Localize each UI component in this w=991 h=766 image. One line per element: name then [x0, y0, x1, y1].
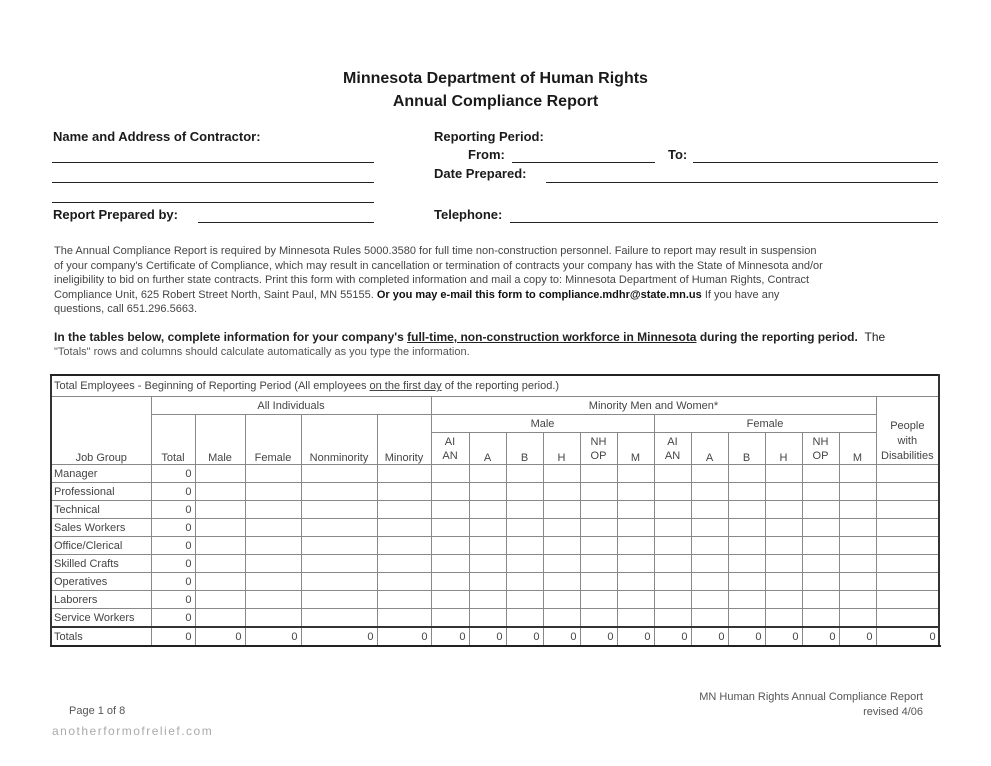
entry-cell[interactable]	[377, 465, 431, 483]
entry-cell[interactable]	[876, 555, 939, 573]
entry-cell[interactable]	[506, 591, 543, 609]
entry-cell[interactable]	[876, 591, 939, 609]
total-cell: 0	[802, 627, 839, 646]
prepared-by-label: Report Prepared by:	[53, 207, 178, 222]
entry-cell[interactable]	[301, 501, 377, 519]
entry-cell[interactable]	[195, 483, 245, 501]
col-female-m: M	[839, 433, 876, 465]
instructions-line-2: of your company's Certificate of Compliance, which may result in cancellation or termination of contracts your company has with the State of Minnesota and/or	[54, 259, 823, 272]
row-total-cell: 0	[151, 519, 195, 537]
entry-cell[interactable]	[377, 537, 431, 555]
contractor-line-1[interactable]	[52, 162, 374, 163]
footer-revised: revised 4/06	[863, 706, 923, 718]
entry-cell[interactable]	[469, 537, 506, 555]
date-prepared-field[interactable]	[546, 182, 938, 183]
instructions-paragraph	[54, 244, 823, 317]
entry-cell[interactable]	[431, 483, 469, 501]
table-row	[51, 591, 939, 609]
entry-cell[interactable]	[728, 573, 765, 591]
tables-note-d: The	[864, 330, 886, 344]
entry-cell[interactable]	[543, 537, 580, 555]
instructions-line-3: ineligibility to bid on further state contracts. Print this form with completed information and mail a copy to: Minnesota Department of Human Rights, Contract	[54, 274, 810, 286]
entry-cell[interactable]	[839, 519, 876, 537]
entry-cell[interactable]	[691, 537, 728, 555]
col-male-aian: AI AN	[431, 433, 469, 465]
entry-cell[interactable]	[839, 465, 876, 483]
entry-cell[interactable]	[469, 555, 506, 573]
col-total: Total	[151, 415, 195, 465]
entry-cell[interactable]	[377, 483, 431, 501]
entry-cell[interactable]	[506, 573, 543, 591]
prepared-by-field[interactable]	[198, 222, 374, 223]
entry-cell[interactable]	[506, 483, 543, 501]
entry-cell[interactable]	[876, 573, 939, 591]
table-row	[51, 501, 939, 519]
job-group-label: Operatives	[51, 573, 151, 591]
col-male: Male	[195, 415, 245, 465]
entry-cell[interactable]	[543, 519, 580, 537]
entry-cell[interactable]	[543, 591, 580, 609]
entry-cell[interactable]	[839, 555, 876, 573]
entry-cell[interactable]	[301, 591, 377, 609]
entry-cell[interactable]	[580, 519, 617, 537]
entry-cell[interactable]	[839, 483, 876, 501]
group-minority: Minority Men and Women*	[431, 397, 876, 415]
entry-cell[interactable]	[245, 519, 301, 537]
entry-cell[interactable]	[543, 555, 580, 573]
col-minority: Minority	[377, 415, 431, 465]
entry-cell[interactable]	[301, 465, 377, 483]
entry-cell[interactable]	[543, 609, 580, 628]
entry-cell[interactable]	[728, 501, 765, 519]
entry-cell[interactable]	[301, 573, 377, 591]
entry-cell[interactable]	[431, 519, 469, 537]
entry-cell[interactable]	[469, 465, 506, 483]
telephone-label: Telephone:	[434, 207, 503, 222]
table-row	[51, 519, 939, 537]
entry-cell[interactable]	[195, 555, 245, 573]
row-total-cell: 0	[151, 465, 195, 483]
entry-cell[interactable]	[245, 501, 301, 519]
from-label: From:	[468, 147, 505, 162]
entry-cell[interactable]	[377, 555, 431, 573]
entry-cell[interactable]	[377, 609, 431, 628]
total-cell: 0	[617, 627, 654, 646]
entry-cell[interactable]	[802, 483, 839, 501]
job-group-label: Technical	[51, 501, 151, 519]
entry-cell[interactable]	[876, 483, 939, 501]
entry-cell[interactable]	[469, 591, 506, 609]
entry-cell[interactable]	[580, 609, 617, 628]
entry-cell[interactable]	[580, 555, 617, 573]
entry-cell[interactable]	[301, 555, 377, 573]
tables-note	[54, 330, 885, 360]
table-row	[51, 609, 939, 628]
tables-note-line-2: "Totals" rows and columns should calculate automatically as you type the information.	[54, 346, 470, 358]
entry-cell[interactable]	[377, 591, 431, 609]
entry-cell[interactable]	[617, 501, 654, 519]
page-title: Minnesota Department of Human Rights	[343, 70, 648, 87]
telephone-field[interactable]	[510, 222, 938, 223]
entry-cell[interactable]	[802, 573, 839, 591]
table-caption: Total Employees - Beginning of Reporting Period (All employees on the first day of the reporting period.)	[51, 375, 939, 397]
job-group-label: Manager	[51, 465, 151, 483]
col-male-a: A	[469, 433, 506, 465]
group-male: Male	[431, 415, 654, 433]
total-cell: 0	[839, 627, 876, 646]
total-cell: 0	[245, 627, 301, 646]
col-male-b: B	[506, 433, 543, 465]
row-total-cell: 0	[151, 591, 195, 609]
entry-cell[interactable]	[654, 555, 691, 573]
row-total-cell: 0	[151, 573, 195, 591]
entry-cell[interactable]	[301, 483, 377, 501]
col-female-nhop: NH OP	[802, 433, 839, 465]
entry-cell[interactable]	[377, 501, 431, 519]
col-female-aian: AI AN	[654, 433, 691, 465]
entry-cell[interactable]	[301, 609, 377, 628]
job-group-label: Office/Clerical	[51, 537, 151, 555]
entry-cell[interactable]	[377, 519, 431, 537]
col-male-m: M	[617, 433, 654, 465]
entry-cell[interactable]	[580, 465, 617, 483]
entry-cell[interactable]	[543, 483, 580, 501]
col-female-h: H	[765, 433, 802, 465]
instructions-email: Or you may e-mail this form to compliance.mdhr@state.mn.us	[376, 288, 702, 301]
tables-note-line-1	[54, 330, 885, 345]
entry-cell[interactable]	[839, 591, 876, 609]
total-cell: 0	[431, 627, 469, 646]
instructions-line-5: questions, call 651.296.5663.	[54, 303, 198, 315]
total-cell: 0	[506, 627, 543, 646]
col-female-b: B	[728, 433, 765, 465]
entry-cell[interactable]	[654, 501, 691, 519]
job-group-label: Sales Workers	[51, 519, 151, 537]
job-group-label: Service Workers	[51, 609, 151, 628]
entry-cell[interactable]	[245, 573, 301, 591]
entry-cell[interactable]	[431, 465, 469, 483]
entry-cell[interactable]	[654, 537, 691, 555]
entry-cell[interactable]	[654, 591, 691, 609]
table-row	[51, 555, 939, 573]
entry-cell[interactable]	[802, 591, 839, 609]
date-prepared-label: Date Prepared:	[434, 166, 527, 181]
row-total-cell: 0	[151, 483, 195, 501]
entry-cell[interactable]	[654, 483, 691, 501]
entry-cell[interactable]	[506, 501, 543, 519]
entry-cell[interactable]	[195, 609, 245, 628]
entry-cell[interactable]	[691, 501, 728, 519]
instructions-questions: If you have any	[704, 288, 780, 301]
totals-label: Totals	[51, 627, 151, 646]
total-cell: 0	[580, 627, 617, 646]
contractor-label: Name and Address of Contractor:	[53, 129, 261, 144]
table-row	[51, 537, 939, 555]
entry-cell[interactable]	[617, 573, 654, 591]
entry-cell[interactable]	[691, 591, 728, 609]
table-row	[51, 483, 939, 501]
entry-cell[interactable]	[580, 537, 617, 555]
entry-cell[interactable]	[802, 519, 839, 537]
job-rows	[51, 465, 939, 628]
entry-cell[interactable]	[195, 537, 245, 555]
entry-cell[interactable]	[876, 609, 939, 628]
page-subtitle: Annual Compliance Report	[392, 93, 599, 110]
entry-cell[interactable]	[802, 501, 839, 519]
group-female: Female	[654, 415, 876, 433]
entry-cell[interactable]	[580, 591, 617, 609]
page-number: Page 1 of 8	[69, 705, 126, 717]
entry-cell[interactable]	[691, 609, 728, 628]
tables-note-a: In the tables below, complete information for your company's	[54, 330, 408, 344]
row-total-cell: 0	[151, 537, 195, 555]
entry-cell[interactable]	[195, 573, 245, 591]
entry-cell[interactable]	[617, 591, 654, 609]
row-total-cell: 0	[151, 501, 195, 519]
col-female-a: A	[691, 433, 728, 465]
watermark: anotherformofrelief.com	[52, 724, 214, 738]
entry-cell[interactable]	[765, 501, 802, 519]
entry-cell[interactable]	[506, 537, 543, 555]
entry-cell[interactable]	[839, 573, 876, 591]
entry-cell[interactable]	[195, 519, 245, 537]
entry-cell[interactable]	[654, 573, 691, 591]
table-row	[51, 465, 939, 483]
entry-cell[interactable]	[765, 609, 802, 628]
entry-cell[interactable]	[802, 537, 839, 555]
entry-cell[interactable]	[654, 465, 691, 483]
entry-cell[interactable]	[617, 483, 654, 501]
group-all-individuals: All Individuals	[151, 397, 431, 415]
entry-cell[interactable]	[431, 609, 469, 628]
col-nonminority: Nonminority	[301, 415, 377, 465]
entry-cell[interactable]	[469, 609, 506, 628]
entry-cell[interactable]	[195, 465, 245, 483]
entry-cell[interactable]	[245, 555, 301, 573]
entry-cell[interactable]	[506, 465, 543, 483]
entry-cell[interactable]	[301, 519, 377, 537]
entry-cell[interactable]	[728, 465, 765, 483]
instructions-line-1: The Annual Compliance Report is required by Minnesota Rules 5000.3580 for full time non-construction personnel. Failure to report may result in suspension	[54, 245, 817, 257]
to-field[interactable]	[693, 162, 938, 163]
entry-cell[interactable]	[728, 519, 765, 537]
entry-cell[interactable]	[765, 591, 802, 609]
job-group-label: Laborers	[51, 591, 151, 609]
entry-cell[interactable]	[728, 591, 765, 609]
entry-cell[interactable]	[876, 501, 939, 519]
entry-cell[interactable]	[543, 465, 580, 483]
tables-note-c: during the reporting period.	[696, 330, 858, 344]
total-cell: 0	[876, 627, 939, 646]
col-female: Female	[245, 415, 301, 465]
entry-cell[interactable]	[195, 501, 245, 519]
col-job-group: Job Group	[51, 397, 151, 465]
entry-cell[interactable]	[469, 483, 506, 501]
contractor-line-2[interactable]	[52, 182, 374, 183]
entry-cell[interactable]	[580, 483, 617, 501]
entry-cell[interactable]	[469, 573, 506, 591]
entry-cell[interactable]	[431, 591, 469, 609]
entry-cell[interactable]	[431, 555, 469, 573]
job-group-label: Professional	[51, 483, 151, 501]
entry-cell[interactable]	[654, 609, 691, 628]
entry-cell[interactable]	[839, 537, 876, 555]
entry-cell[interactable]	[431, 573, 469, 591]
entry-cell[interactable]	[431, 501, 469, 519]
col-male-nhop: NH OP	[580, 433, 617, 465]
footer-report-name: MN Human Rights Annual Compliance Report	[699, 691, 923, 703]
col-male-h: H	[543, 433, 580, 465]
entry-cell[interactable]	[617, 609, 654, 628]
job-group-label: Skilled Crafts	[51, 555, 151, 573]
table-row	[51, 573, 939, 591]
entry-cell[interactable]	[617, 519, 654, 537]
entry-cell[interactable]	[691, 573, 728, 591]
total-cell: 0	[543, 627, 580, 646]
entry-cell[interactable]	[506, 609, 543, 628]
instructions-line-4	[54, 288, 823, 303]
total-cell: 0	[728, 627, 765, 646]
entry-cell[interactable]	[691, 465, 728, 483]
entry-cell[interactable]	[617, 555, 654, 573]
entry-cell[interactable]	[469, 519, 506, 537]
contractor-line-3[interactable]	[52, 202, 374, 203]
entry-cell[interactable]	[802, 609, 839, 628]
entry-cell[interactable]	[876, 537, 939, 555]
entry-cell[interactable]	[245, 465, 301, 483]
tables-note-b: full-time, non-construction workforce in Minnesota	[407, 330, 697, 344]
to-label: To:	[668, 147, 688, 162]
entry-cell[interactable]	[728, 537, 765, 555]
col-people-with-disabilities: People with Disabilities	[876, 397, 939, 465]
entry-cell[interactable]	[245, 537, 301, 555]
totals-row	[51, 627, 939, 646]
row-total-cell: 0	[151, 609, 195, 628]
entry-cell[interactable]	[245, 591, 301, 609]
entry-cell[interactable]	[377, 573, 431, 591]
entry-cell[interactable]	[728, 483, 765, 501]
entry-cell[interactable]	[839, 501, 876, 519]
total-cell: 0	[691, 627, 728, 646]
total-cell: 0	[765, 627, 802, 646]
total-cell: 0	[151, 627, 195, 646]
entry-cell[interactable]	[543, 501, 580, 519]
total-cell: 0	[377, 627, 431, 646]
entry-cell[interactable]	[802, 465, 839, 483]
entry-cell[interactable]	[195, 591, 245, 609]
entry-cell[interactable]	[506, 555, 543, 573]
entry-cell[interactable]	[543, 573, 580, 591]
entry-cell[interactable]	[728, 609, 765, 628]
entry-cell[interactable]	[765, 465, 802, 483]
entry-cell[interactable]	[691, 483, 728, 501]
entry-cell[interactable]	[839, 609, 876, 628]
entry-cell[interactable]	[245, 609, 301, 628]
employees-table	[50, 374, 940, 647]
total-cell: 0	[301, 627, 377, 646]
entry-cell[interactable]	[617, 537, 654, 555]
entry-cell[interactable]	[691, 519, 728, 537]
entry-cell[interactable]	[580, 501, 617, 519]
row-total-cell: 0	[151, 555, 195, 573]
entry-cell[interactable]	[765, 537, 802, 555]
from-field[interactable]	[512, 162, 655, 163]
entry-cell[interactable]	[654, 519, 691, 537]
entry-cell[interactable]	[765, 573, 802, 591]
entry-cell[interactable]	[469, 501, 506, 519]
entry-cell[interactable]	[617, 465, 654, 483]
total-cell: 0	[469, 627, 506, 646]
entry-cell[interactable]	[876, 465, 939, 483]
entry-cell[interactable]	[802, 555, 839, 573]
entry-cell[interactable]	[728, 555, 765, 573]
entry-cell[interactable]	[580, 573, 617, 591]
entry-cell[interactable]	[765, 555, 802, 573]
entry-cell[interactable]	[431, 537, 469, 555]
total-cell: 0	[654, 627, 691, 646]
entry-cell[interactable]	[765, 483, 802, 501]
entry-cell[interactable]	[691, 555, 728, 573]
entry-cell[interactable]	[506, 519, 543, 537]
reporting-period-label: Reporting Period:	[434, 129, 544, 144]
entry-cell[interactable]	[876, 519, 939, 537]
entry-cell[interactable]	[301, 537, 377, 555]
entry-cell[interactable]	[245, 483, 301, 501]
total-cell: 0	[195, 627, 245, 646]
entry-cell[interactable]	[765, 519, 802, 537]
instructions-address: Compliance Unit, 625 Robert Street North, Saint Paul, MN 55155.	[54, 288, 374, 301]
